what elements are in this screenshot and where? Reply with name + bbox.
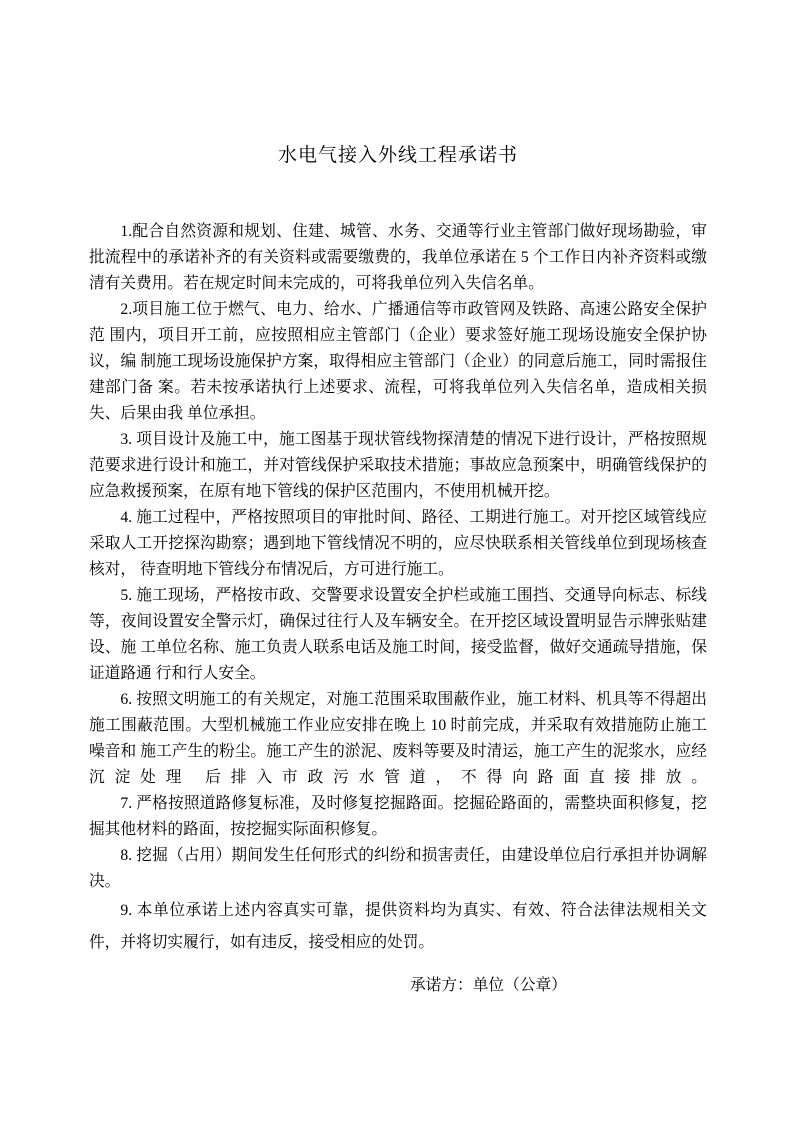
document-body bbox=[89, 219, 707, 959]
paragraph-3: 3. 项目设计及施工中，施工图基于现状管线物探清楚的情况下进行设计，严格按照规范要求进行设计和施工，并对管线保护采取技术措施；事故应急预案中，明确管线保护的应急救援预案，在原有地下管线的保护区范围内，不使用机械开挖。 bbox=[89, 431, 707, 500]
paragraph-5: 5. 施工现场，严格按市政、交警要求设置安全护栏或施工围挡、交通导向标志、标线等，夜间设置安全警示灯，确保过往行人及车辆安全。在开挖区域设置明显告示牌张贴建设、施 工单位名称、施工负责人联系电话及施工时间，接受监督，做好交通疏导措施，保证道路通 行和行人安全。 bbox=[89, 587, 707, 682]
paragraph-7: 7. 严格按照道路修复标准，及时修复挖掘路面。挖掘砼路面的，需整块面积修复，挖掘其他材料的路面，按挖掘实际面积修复。 bbox=[89, 795, 707, 838]
paragraph-9: 9. 本单位承诺上述内容真实可靠，提供资料均为真实、有效、符合法律法规相关文件，并将切实履行，如有违反，接受相应的处罚。 bbox=[89, 902, 707, 951]
paragraph-4: 4. 施工过程中，严格按照项目的审批时间、路径、工期进行施工。对开挖区域管线应采取人工开挖探沟勘察；遇到地下管线情况不明的，应尽快联系相关管线单位到现场核查核对， 待查明地下管线分布情况后，方可进行施工。 bbox=[89, 509, 707, 578]
paragraph-6: 6. 按照文明施工的有关规定，对施工范围采取围蔽作业，施工材料、机具等不得超出施工围蔽范围。大型机械施工作业应安排在晚上 10 时前完成，并采取有效措施防止施工噪音和 施工产生的粉尘。施工产生的淤泥、废料等要及时清运，施工产生的泥浆水，应经沉淀处理 后排入市政污水管道，不得向路面直接排放。 bbox=[89, 691, 707, 786]
document-title: 水电气接入外线工程承诺书 bbox=[277, 145, 518, 166]
paragraph-1: 1.配合自然资源和规划、住建、城管、水务、交通等行业主管部门做好现场勘验，审批流程中的承诺补齐的有关资料或需要缴费的，我单位承诺在 5 个工作日内补齐资料或缴清有关费用。若在规定时间未完成的，可将我单位列入失信名单。 bbox=[89, 223, 707, 292]
paragraph-2: 2.项目施工位于燃气、电力、给水、广播通信等市政管网及铁路、高速公路安全保护范 围内，项目开工前，应按照相应主管部门（企业）要求签好施工现场设施安全保护协议，编 制施工现场设施保护方案，取得相应主管部门（企业）的同意后施工，同时需报住建部门备 案。若未按承诺执行上述要求、流程，可将我单位列入失信名单，造成相关损失、后果由我 单位承担。 bbox=[89, 301, 707, 422]
paragraph-8: 8. 挖掘（占用）期间发生任何形式的纠纷和损害责任，由建设单位启行承担并协调解决。 bbox=[89, 847, 707, 890]
signature-line: 承诺方：单位（公章） bbox=[410, 977, 567, 994]
